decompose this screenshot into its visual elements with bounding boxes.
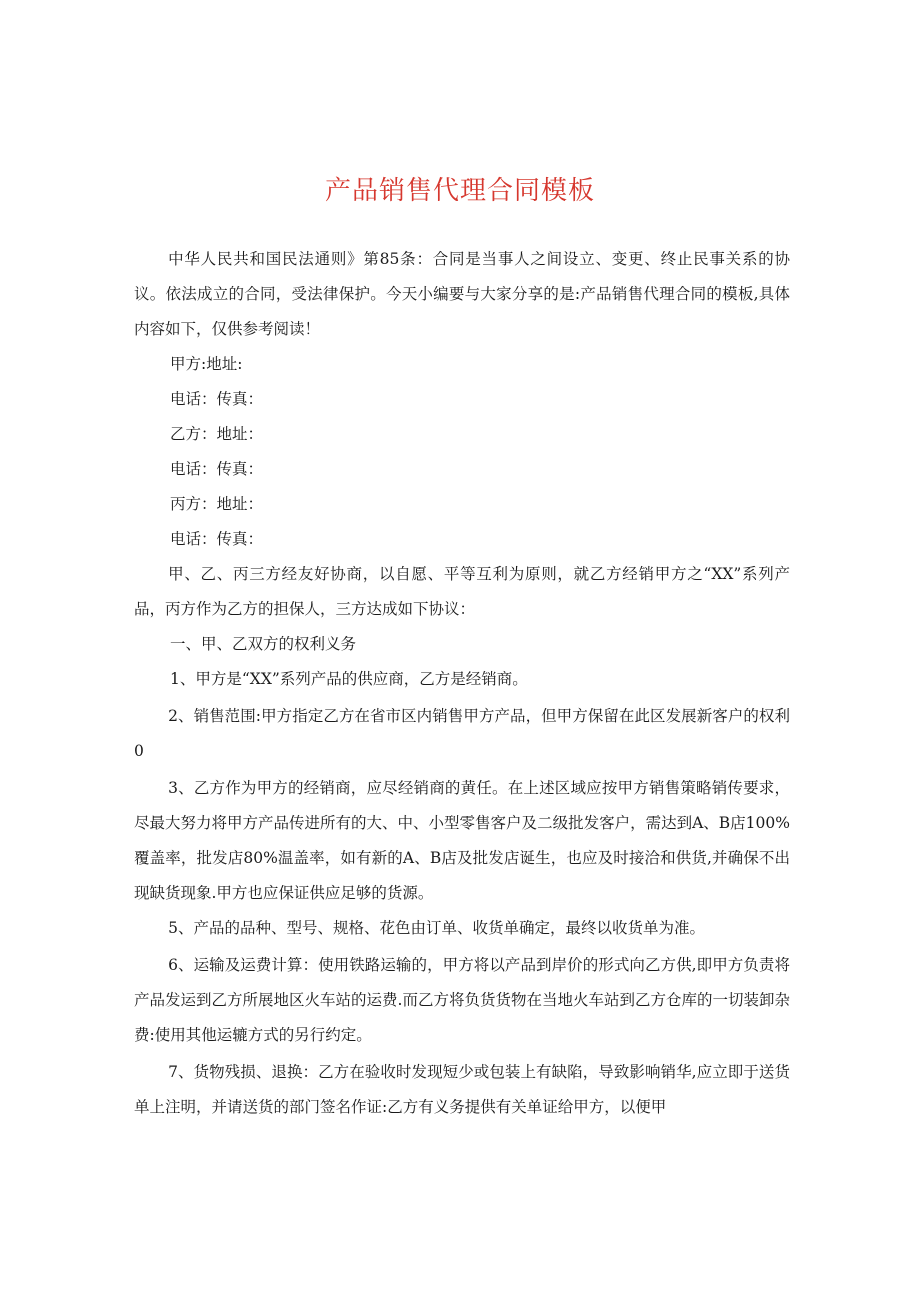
party-line: 甲方:地址: xyxy=(170,355,243,373)
document-body xyxy=(134,242,790,1125)
section-heading: 一、甲、乙双方的权利义务 xyxy=(170,635,357,653)
party-line: 丙方：地址： xyxy=(170,495,264,513)
clause-paragraph: 3、乙方作为甲方的经销商，应尽经销商的黄任。在上述区域应按甲方销售策略销传要求，尽最大努力将甲方产品传进所有的大、中、小型零售客户及二级批发客户，需达到A、B店100%覆盖率，批发店80%温盖率，如有新的A、B店及批发店诞生，也应及时接洽和供货,并确保不出现缺货现象.甲方也应保证供应足够的货源。 xyxy=(134,779,790,902)
clause-paragraph: 5、产品的品种、型号、规格、花色由订单、收货单确定，最终以收货单为准。 xyxy=(168,919,705,937)
party-line: 电话：传真： xyxy=(170,460,264,478)
party-line: 电话：传真： xyxy=(170,390,264,408)
document-title: 产品销售代理合同模板 xyxy=(324,176,595,206)
clause-paragraph: 6、运输及运费计算：使用铁路运输的，甲方将以产品到岸价的形式向乙方供,即甲方负责将产品发运到乙方所展地区火车站的运费.而乙方将负货货物在当地火车站到乙方仓库的一切装卸杂费:使用其他运辘方式的另行约定。 xyxy=(134,956,790,1044)
clause-paragraph: 1、甲方是“XX”系列产品的供应商，乙方是经销商。 xyxy=(170,670,528,688)
intro-paragraph: 中华人民共和国民法通则》第85条：合同是当事人之间设立、变更、终止民事关系的协议。依法成立的合同，受法律保护。今天小编要与大家分享的是:产品销售代理合同的模板,具体内容如下，仅供参考阅读！ xyxy=(134,250,790,338)
party-line: 乙方：地址： xyxy=(170,425,264,443)
agreement-paragraph: 甲、乙、丙三方经友好协商，以自愿、平等互利为原则，就乙方经销甲方之“XX”系列产品，丙方作为乙方的担保人，三方达成如下协议： xyxy=(134,565,790,618)
clause-paragraph: 7、货物残损、退换：乙方在验收时发现短少或包装上有缺陷，导致影响销华,应立即于送货单上注明，并请送货的部门签名作证:乙方有义务提供有关单证给甲方，以便甲 xyxy=(134,1063,790,1116)
party-line: 电话：传真： xyxy=(170,530,264,548)
clause-paragraph: 2、销售范围:甲方指定乙方在省市区内销售甲方产品，但甲方保留在此区发展新客户的权利0 xyxy=(134,707,790,760)
